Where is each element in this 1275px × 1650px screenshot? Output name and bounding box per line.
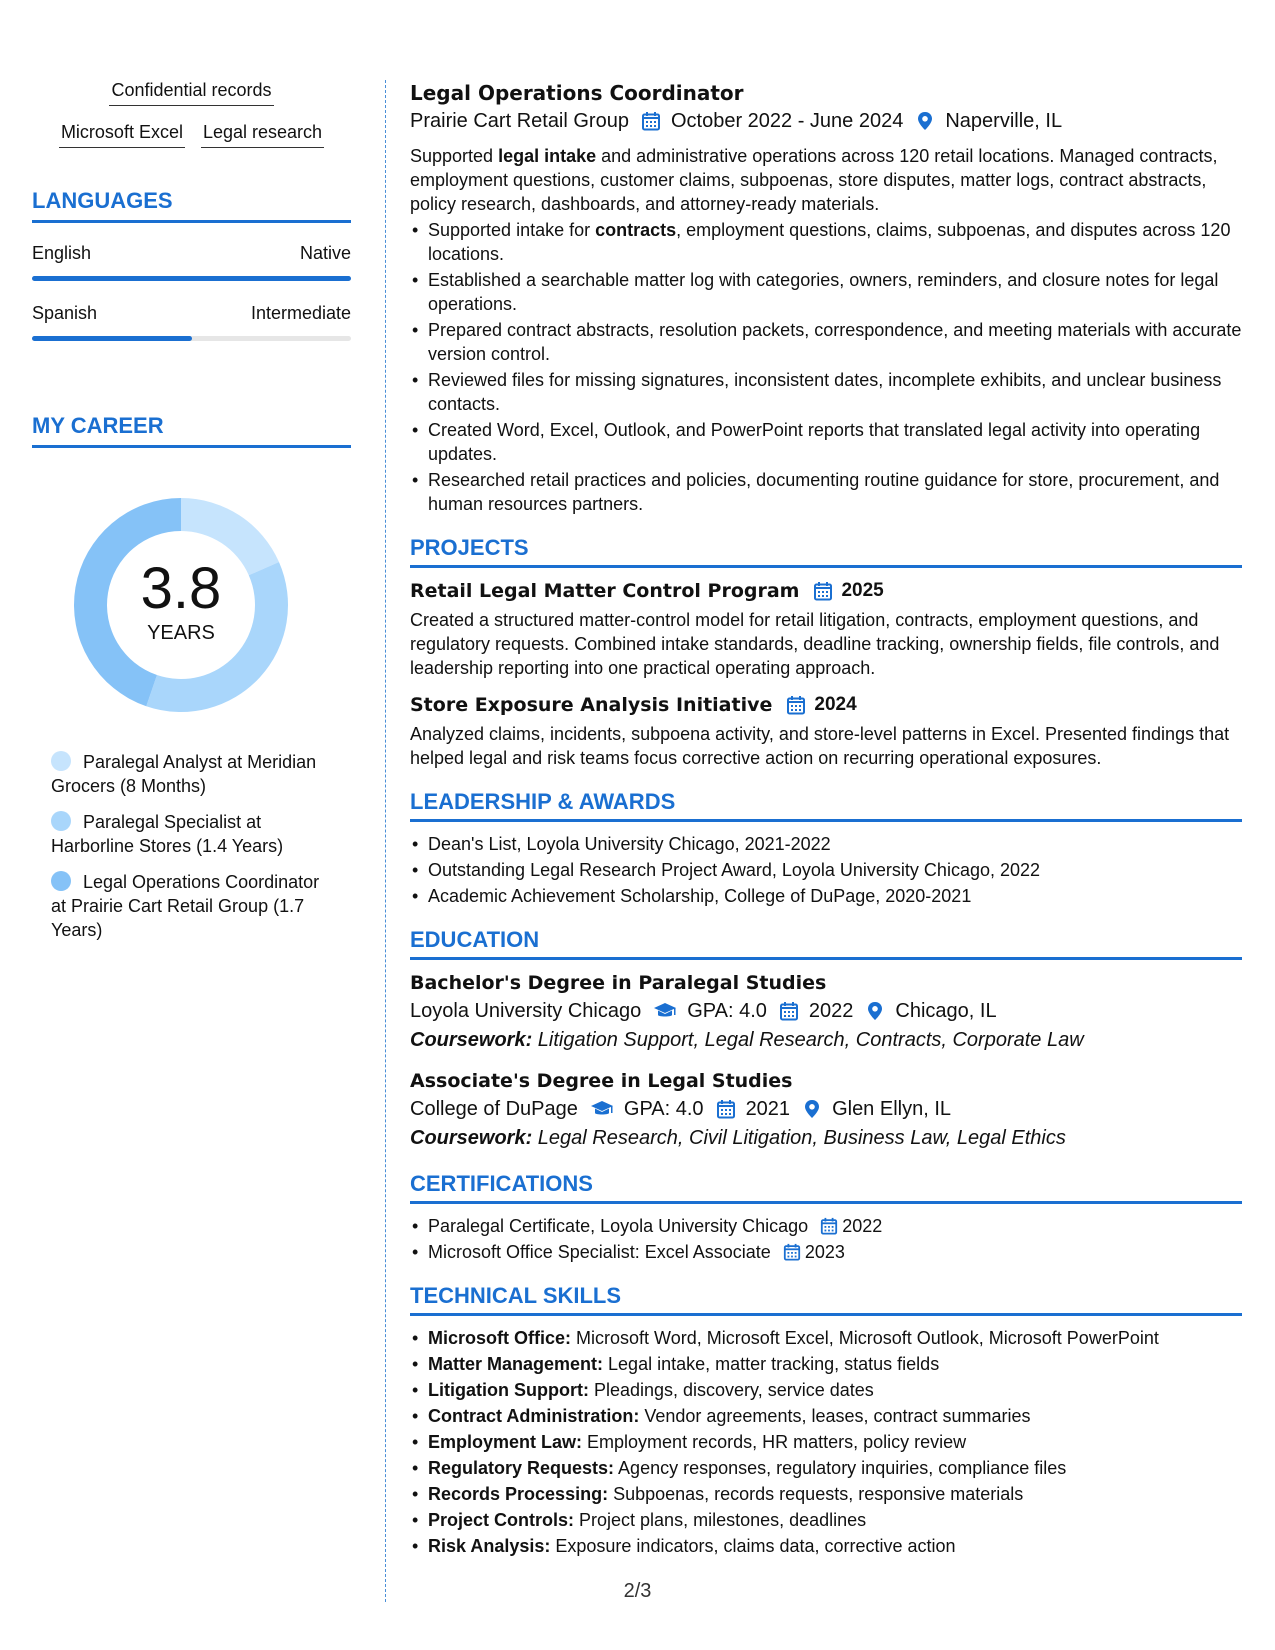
calendar-icon bbox=[641, 111, 661, 131]
coursework-label: Coursework: bbox=[410, 1127, 533, 1149]
school-location: Chicago, IL bbox=[895, 1000, 997, 1022]
skill-label: Employment Law: bbox=[428, 1432, 583, 1452]
skill-value: Employment records, HR matters, policy review bbox=[582, 1432, 967, 1452]
job-entry bbox=[410, 80, 1242, 516]
job-description-text: Supported bbox=[410, 146, 499, 166]
certifications-heading: CERTIFICATIONS bbox=[410, 1172, 1242, 1204]
coursework bbox=[410, 1124, 1242, 1152]
languages-heading: LANGUAGES bbox=[32, 188, 351, 223]
skill-item bbox=[410, 1430, 1242, 1454]
legend-label: Legal Operations Coordinator at Prairie Cart Retail Group (1.7 Years) bbox=[51, 872, 320, 940]
location-pin-icon bbox=[915, 111, 935, 131]
certification-item bbox=[410, 1240, 1242, 1264]
graduation-year: 2021 bbox=[745, 1098, 791, 1120]
certification-year: 2022 bbox=[842, 1216, 883, 1236]
gpa: GPA: 4.0 bbox=[623, 1098, 704, 1120]
calendar-icon bbox=[820, 1217, 838, 1235]
skill-label: Matter Management: bbox=[428, 1354, 604, 1374]
coursework-label: Coursework: bbox=[410, 1029, 533, 1051]
location-pin-icon bbox=[865, 1001, 885, 1021]
language-level: Intermediate bbox=[250, 303, 351, 323]
school-name: College of DuPage bbox=[410, 1098, 578, 1120]
coursework-list: Litigation Support, Legal Research, Contracts, Corporate Law bbox=[532, 1029, 1084, 1051]
project-title: Store Exposure Analysis Initiative bbox=[410, 694, 773, 716]
project-title: Retail Legal Matter Control Program bbox=[410, 580, 800, 602]
skill-value: Pleadings, discovery, service dates bbox=[588, 1380, 874, 1400]
job-bullet: • Researched retail practices and policies, documenting routine guidance for store, procurement, and human resources partners. bbox=[410, 468, 1242, 516]
job-description-text: and administrative operations across 120 retail locations. Managed contracts, employment questions, customer claims, subpoenas, store disputes, matter logs, contract abstracts, policy research, dashboards, and attorney-ready materials. bbox=[410, 146, 1218, 214]
job-bullet: • Reviewed files for missing signatures, inconsistent dates, incomplete exhibits, and unclear business contacts. bbox=[410, 368, 1242, 416]
skill-tag: Confidential records bbox=[109, 80, 273, 106]
leadership-item: • Dean's List, Loyola University Chicago, 2021-2022 bbox=[410, 832, 1242, 856]
gpa: GPA: 4.0 bbox=[687, 1000, 767, 1022]
job-dates: October 2022 - June 2024 bbox=[670, 110, 904, 132]
job-title: Legal Operations Coordinator bbox=[410, 81, 744, 105]
skill-label: Project Controls: bbox=[428, 1510, 575, 1530]
legend-label: Paralegal Specialist at Harborline Stores (1.4 Years) bbox=[51, 812, 284, 856]
calendar-icon bbox=[813, 581, 833, 601]
certifications-list bbox=[410, 1214, 1242, 1264]
legend-label: Paralegal Analyst at Meridian Grocers (8 Months) bbox=[51, 752, 317, 796]
leadership-list bbox=[410, 832, 1242, 908]
job-bullet: • Established a searchable matter log with categories, owners, reminders, and closure notes for legal operations. bbox=[410, 268, 1242, 316]
legend-dot bbox=[51, 751, 71, 771]
job-bullet bbox=[410, 218, 1242, 266]
language-name: English bbox=[32, 243, 92, 263]
project-title-row bbox=[410, 578, 1242, 604]
skill-item bbox=[410, 1534, 1242, 1558]
skill-item bbox=[410, 1482, 1242, 1506]
project-entry bbox=[410, 692, 1242, 770]
job-company: Prairie Cart Retail Group bbox=[410, 110, 629, 132]
degree-title: Associate's Degree in Legal Studies bbox=[410, 1070, 793, 1092]
job-bullet: • Prepared contract abstracts, resolution packets, correspondence, and meeting materials with accurate version control. bbox=[410, 318, 1242, 366]
calendar-icon bbox=[783, 1243, 801, 1261]
language-proficiency-bar bbox=[32, 276, 351, 281]
skill-value: Microsoft Word, Microsoft Excel, Microsoft Outlook, Microsoft PowerPoint bbox=[571, 1328, 1159, 1348]
language-level: Native bbox=[299, 243, 351, 263]
skill-item bbox=[410, 1508, 1242, 1532]
education-entry bbox=[410, 970, 1242, 1054]
certification-name: • Microsoft Office Specialist: Excel Associate bbox=[428, 1242, 771, 1262]
career-total-years: 3.8 bbox=[140, 555, 222, 621]
calendar-icon bbox=[716, 1099, 736, 1119]
skill-label: Records Processing: bbox=[428, 1484, 609, 1504]
technical-skills-list bbox=[410, 1326, 1242, 1558]
certification-year: 2023 bbox=[804, 1242, 845, 1262]
leadership-heading: LEADERSHIP & AWARDS bbox=[410, 790, 1242, 822]
graduation-cap-icon bbox=[590, 1099, 614, 1119]
bullet-text: , employment questions, claims, subpoenas, and disputes across 120 locations. bbox=[428, 220, 1231, 264]
skill-item bbox=[410, 1404, 1242, 1428]
language-proficiency-fill bbox=[32, 336, 192, 341]
career-legend bbox=[32, 750, 351, 942]
job-bullets bbox=[410, 218, 1242, 516]
bullet-keyword: contracts bbox=[595, 220, 677, 240]
skill-value: Exposure indicators, claims data, corrective action bbox=[550, 1536, 956, 1556]
projects-heading: PROJECTS bbox=[410, 536, 1242, 568]
career-donut-center bbox=[66, 490, 296, 720]
skill-tag: Microsoft Excel bbox=[59, 122, 185, 148]
skill-item bbox=[410, 1378, 1242, 1402]
job-meta bbox=[410, 106, 1242, 136]
leadership-item: • Outstanding Legal Research Project Award, Loyola University Chicago, 2022 bbox=[410, 858, 1242, 882]
project-description: Created a structured matter-control model for retail litigation, contracts, employment questions, and regulatory requests. Combined intake standards, deadline tracking, ownership fields, file controls, and leadership reporting into one practical operating approach. bbox=[410, 610, 1220, 678]
project-entry bbox=[410, 578, 1242, 680]
calendar-icon bbox=[779, 1001, 799, 1021]
skill-tag: Legal research bbox=[201, 122, 324, 148]
certification-item bbox=[410, 1214, 1242, 1238]
skill-tags-row bbox=[32, 122, 351, 148]
page-number: 2/3 bbox=[623, 1580, 652, 1602]
education-entry bbox=[410, 1068, 1242, 1152]
technical-skills-heading: TECHNICAL SKILLS bbox=[410, 1284, 1242, 1316]
leadership-item: • Academic Achievement Scholarship, College of DuPage, 2020-2021 bbox=[410, 884, 1242, 908]
project-year: 2025 bbox=[841, 580, 884, 601]
career-total-unit: YEARS bbox=[147, 621, 215, 644]
skill-value: Agency responses, regulatory inquiries, compliance files bbox=[614, 1458, 1067, 1478]
legend-dot bbox=[51, 811, 71, 831]
column-divider bbox=[385, 80, 386, 1602]
coursework-list: Legal Research, Civil Litigation, Business Law, Legal Ethics bbox=[532, 1127, 1066, 1149]
graduation-cap-icon bbox=[653, 1001, 677, 1021]
skill-item bbox=[410, 1326, 1242, 1350]
language-proficiency-fill bbox=[32, 276, 351, 281]
skill-value: Vendor agreements, leases, contract summaries bbox=[639, 1406, 1031, 1426]
skill-item bbox=[410, 1456, 1242, 1480]
career-legend-item bbox=[51, 750, 331, 798]
career-legend-item bbox=[51, 870, 331, 942]
language-item bbox=[32, 243, 351, 281]
education-meta bbox=[410, 996, 1242, 1026]
skill-label: Microsoft Office: bbox=[428, 1328, 572, 1348]
languages-section bbox=[32, 188, 351, 341]
language-proficiency-bar bbox=[32, 336, 351, 341]
project-title-row bbox=[410, 692, 1242, 718]
bullet-text: Supported intake for bbox=[428, 220, 596, 240]
skill-label: Regulatory Requests: bbox=[428, 1458, 615, 1478]
skill-value: Legal intake, matter tracking, status fields bbox=[603, 1354, 940, 1374]
skill-label: Risk Analysis: bbox=[428, 1536, 551, 1556]
job-bullet: • Created Word, Excel, Outlook, and PowerPoint reports that translated legal activity into operating updates. bbox=[410, 418, 1242, 466]
degree-title: Bachelor's Degree in Paralegal Studies bbox=[410, 972, 827, 994]
education-meta bbox=[410, 1094, 1242, 1124]
main-content bbox=[410, 80, 1242, 1560]
school-name: Loyola University Chicago bbox=[410, 1000, 642, 1022]
school-location: Glen Ellyn, IL bbox=[832, 1098, 952, 1120]
skill-item bbox=[410, 1352, 1242, 1376]
certification-name: • Paralegal Certificate, Loyola University Chicago bbox=[428, 1216, 809, 1236]
legend-dot bbox=[51, 871, 71, 891]
language-name: Spanish bbox=[32, 303, 98, 323]
career-legend-item bbox=[51, 810, 331, 858]
skill-label: Litigation Support: bbox=[428, 1380, 589, 1400]
calendar-icon bbox=[786, 695, 806, 715]
coursework bbox=[410, 1026, 1242, 1054]
job-description bbox=[410, 144, 1242, 216]
career-heading: MY CAREER bbox=[32, 413, 351, 448]
job-description-keyword: legal intake bbox=[498, 146, 597, 166]
language-item bbox=[32, 303, 351, 341]
career-donut-chart bbox=[66, 490, 296, 720]
skill-label: Contract Administration: bbox=[428, 1406, 640, 1426]
project-description: Analyzed claims, incidents, subpoena activity, and store-level patterns in Excel. Presented findings that helped legal and risk teams focus corrective action on recurring operational exposures. bbox=[410, 724, 1230, 768]
skill-value: Subpoenas, records requests, responsive materials bbox=[608, 1484, 1024, 1504]
project-year: 2024 bbox=[814, 694, 857, 715]
education-heading: EDUCATION bbox=[410, 928, 1242, 960]
sidebar bbox=[32, 80, 351, 954]
job-location: Naperville, IL bbox=[945, 110, 1063, 132]
skill-tags-row bbox=[32, 80, 351, 106]
location-pin-icon bbox=[802, 1099, 822, 1119]
skill-value: Project plans, milestones, deadlines bbox=[574, 1510, 867, 1530]
graduation-year: 2022 bbox=[808, 1000, 854, 1022]
